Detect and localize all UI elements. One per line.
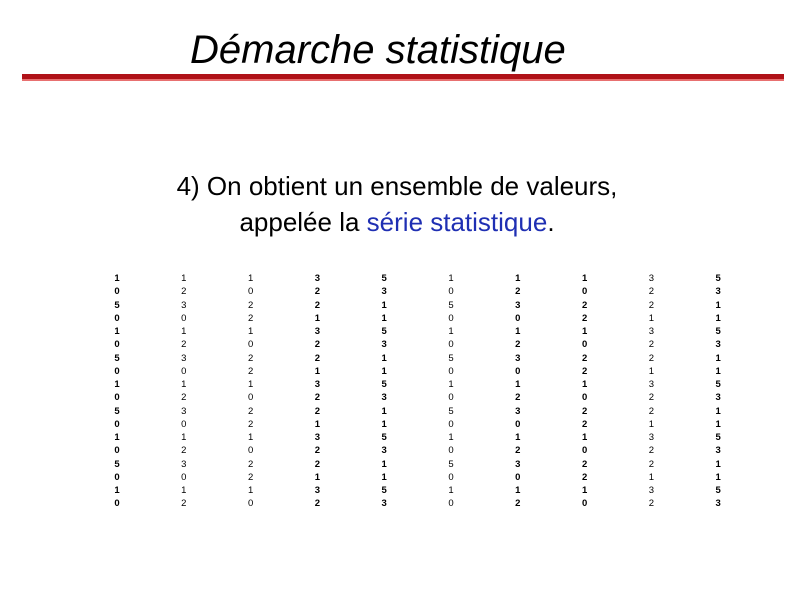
series-value: 1 — [515, 485, 521, 496]
series-value: 2 — [581, 352, 588, 364]
series-value: 5 — [715, 432, 721, 443]
series-value: 2 — [247, 418, 254, 430]
series-value: 3 — [648, 273, 655, 284]
series-value: 1 — [314, 418, 321, 430]
series-value: 0 — [114, 365, 120, 377]
series-value: 2 — [648, 445, 655, 457]
series-value: 2 — [648, 352, 655, 364]
series-value: 2 — [581, 365, 588, 377]
series-value: 1 — [715, 312, 721, 324]
series-value: 1 — [247, 432, 254, 443]
slide-title: Démarche statistique — [190, 28, 566, 72]
series-value: 2 — [581, 458, 588, 470]
series-value: 5 — [381, 273, 387, 284]
subtitle — [0, 168, 794, 240]
series-value: 1 — [114, 485, 120, 496]
series-value: 0 — [114, 392, 120, 404]
series-value: 2 — [648, 299, 655, 311]
series-value: 0 — [114, 312, 120, 324]
series-value: 0 — [581, 445, 588, 457]
series-value: 2 — [515, 498, 521, 510]
series-value: 1 — [114, 273, 120, 284]
series-value: 2 — [181, 498, 187, 510]
series-value: 0 — [114, 445, 120, 457]
series-value: 3 — [314, 326, 321, 337]
series-value: 0 — [448, 392, 454, 404]
series-value: 1 — [715, 365, 721, 377]
series-value: 2 — [314, 392, 321, 404]
series-value: 1 — [247, 273, 254, 284]
series-value: 0 — [448, 418, 454, 430]
series-value: 3 — [715, 286, 721, 298]
series-value: 2 — [581, 405, 588, 417]
series-value: 2 — [581, 312, 588, 324]
series-value: 5 — [448, 405, 454, 417]
series-value: 2 — [314, 445, 321, 457]
series-value: 1 — [114, 326, 120, 337]
series-value: 3 — [381, 445, 387, 457]
series-column — [705, 272, 731, 511]
series-term: série statistique — [366, 207, 548, 237]
series-value: 5 — [114, 352, 120, 364]
series-value: 1 — [181, 432, 187, 443]
series-value: 0 — [181, 365, 187, 377]
series-value: 1 — [448, 485, 454, 496]
series-value: 3 — [648, 485, 655, 496]
series-value: 0 — [581, 339, 588, 351]
series-value: 5 — [715, 485, 721, 496]
series-value: 1 — [715, 418, 721, 430]
series-value: 1 — [181, 485, 187, 496]
series-value: 0 — [247, 498, 254, 510]
series-value: 2 — [648, 498, 655, 510]
series-value: 0 — [114, 498, 120, 510]
series-value: 0 — [448, 286, 454, 298]
series-value: 1 — [114, 432, 120, 443]
series-table — [104, 272, 734, 522]
series-value: 1 — [314, 471, 321, 483]
series-value: 1 — [581, 326, 588, 337]
series-value: 1 — [715, 405, 721, 417]
series-value: 5 — [114, 299, 120, 311]
series-value: 1 — [515, 326, 521, 337]
series-value: 2 — [181, 339, 187, 351]
series-value: 2 — [247, 405, 254, 417]
series-value: 3 — [715, 445, 721, 457]
series-value: 1 — [381, 365, 387, 377]
series-value: 2 — [648, 286, 655, 298]
series-value: 3 — [515, 299, 521, 311]
series-value: 0 — [448, 365, 454, 377]
series-value: 2 — [181, 392, 187, 404]
series-column — [304, 272, 330, 511]
series-value: 3 — [715, 339, 721, 351]
series-value: 0 — [247, 445, 254, 457]
series-value: 5 — [715, 326, 721, 337]
title-rule-shadow — [22, 79, 784, 81]
series-value: 0 — [181, 312, 187, 324]
series-value: 1 — [381, 352, 387, 364]
series-value: 0 — [247, 392, 254, 404]
series-value: 1 — [581, 432, 588, 443]
series-value: 2 — [181, 445, 187, 457]
series-value: 1 — [181, 379, 187, 390]
series-value: 2 — [247, 299, 254, 311]
series-value: 1 — [648, 471, 655, 483]
series-value: 0 — [581, 286, 588, 298]
series-value: 2 — [648, 405, 655, 417]
series-value: 3 — [381, 339, 387, 351]
series-value: 1 — [247, 326, 254, 337]
series-value: 2 — [581, 299, 588, 311]
series-value: 1 — [581, 379, 588, 390]
series-value: 3 — [648, 379, 655, 390]
series-value: 3 — [181, 299, 187, 311]
series-value: 3 — [181, 352, 187, 364]
series-value: 1 — [581, 273, 588, 284]
series-value: 1 — [114, 379, 120, 390]
series-value: 1 — [515, 432, 521, 443]
series-value: 0 — [448, 498, 454, 510]
series-value: 2 — [181, 286, 187, 298]
series-value: 3 — [314, 485, 321, 496]
series-value: 1 — [648, 365, 655, 377]
series-value: 1 — [381, 418, 387, 430]
series-value: 2 — [648, 339, 655, 351]
series-value: 0 — [247, 339, 254, 351]
series-column — [572, 272, 598, 511]
series-value: 1 — [181, 326, 187, 337]
series-value: 2 — [648, 458, 655, 470]
series-value: 1 — [515, 273, 521, 284]
series-value: 0 — [448, 445, 454, 457]
series-value: 3 — [381, 498, 387, 510]
series-value: 0 — [581, 392, 588, 404]
series-value: 2 — [314, 405, 321, 417]
series-value: 2 — [581, 418, 588, 430]
series-value: 3 — [314, 273, 321, 284]
series-value: 1 — [381, 405, 387, 417]
series-value: 5 — [715, 273, 721, 284]
series-value: 1 — [448, 326, 454, 337]
series-value: 1 — [648, 312, 655, 324]
series-value: 3 — [715, 498, 721, 510]
subtitle-prefix: appelée la — [239, 207, 367, 237]
series-value: 1 — [448, 432, 454, 443]
series-value: 5 — [114, 458, 120, 470]
series-value: 0 — [448, 471, 454, 483]
subtitle-line-1: 4) On obtient un ensemble de valeurs, — [176, 171, 618, 201]
series-value: 3 — [648, 432, 655, 443]
series-value: 0 — [247, 286, 254, 298]
series-value: 1 — [247, 379, 254, 390]
series-value: 1 — [448, 273, 454, 284]
series-value: 1 — [648, 418, 655, 430]
series-value: 2 — [314, 458, 321, 470]
series-value: 0 — [181, 418, 187, 430]
subtitle-line-2 — [0, 204, 794, 240]
series-value: 0 — [448, 312, 454, 324]
series-value: 3 — [314, 432, 321, 443]
series-value: 3 — [648, 326, 655, 337]
series-value: 0 — [515, 312, 521, 324]
series-value: 1 — [247, 485, 254, 496]
series-column — [238, 272, 264, 511]
series-value: 2 — [314, 352, 321, 364]
series-value: 0 — [114, 418, 120, 430]
series-column — [438, 272, 464, 511]
series-value: 0 — [515, 418, 521, 430]
series-value: 1 — [314, 312, 321, 324]
series-value: 1 — [381, 471, 387, 483]
series-value: 2 — [314, 299, 321, 311]
series-column — [371, 272, 397, 511]
series-value: 0 — [114, 286, 120, 298]
series-value: 0 — [448, 339, 454, 351]
series-value: 1 — [381, 312, 387, 324]
series-column — [505, 272, 531, 511]
series-value: 1 — [715, 471, 721, 483]
series-value: 2 — [314, 339, 321, 351]
series-value: 5 — [381, 326, 387, 337]
series-value: 5 — [381, 485, 387, 496]
series-value: 5 — [114, 405, 120, 417]
series-value: 2 — [515, 445, 521, 457]
series-value: 1 — [448, 379, 454, 390]
series-value: 1 — [581, 485, 588, 496]
series-value: 0 — [581, 498, 588, 510]
series-value: 1 — [515, 379, 521, 390]
series-value: 2 — [247, 458, 254, 470]
series-value: 1 — [715, 458, 721, 470]
series-value: 1 — [381, 458, 387, 470]
series-value: 3 — [314, 379, 321, 390]
series-value: 1 — [715, 299, 721, 311]
series-value: 2 — [247, 352, 254, 364]
series-value: 2 — [581, 471, 588, 483]
series-value: 2 — [247, 365, 254, 377]
series-value: 3 — [515, 458, 521, 470]
series-column — [638, 272, 664, 511]
series-value: 1 — [381, 299, 387, 311]
series-value: 5 — [381, 432, 387, 443]
series-value: 2 — [247, 471, 254, 483]
series-value: 5 — [715, 379, 721, 390]
series-value: 0 — [515, 471, 521, 483]
series-value: 1 — [715, 352, 721, 364]
series-value: 2 — [515, 286, 521, 298]
series-value: 3 — [715, 392, 721, 404]
series-value: 3 — [181, 458, 187, 470]
subtitle-suffix: . — [547, 207, 555, 237]
series-value: 3 — [515, 352, 521, 364]
series-value: 0 — [181, 471, 187, 483]
series-value: 1 — [181, 273, 187, 284]
series-value: 0 — [114, 471, 120, 483]
series-value: 1 — [314, 365, 321, 377]
series-value: 2 — [515, 392, 521, 404]
series-value: 0 — [114, 339, 120, 351]
series-column — [104, 272, 130, 511]
series-value: 5 — [448, 458, 454, 470]
series-value: 2 — [314, 498, 321, 510]
series-value: 2 — [648, 392, 655, 404]
series-value: 3 — [381, 392, 387, 404]
series-column — [171, 272, 197, 511]
series-value: 5 — [381, 379, 387, 390]
series-value: 3 — [181, 405, 187, 417]
series-value: 3 — [381, 286, 387, 298]
series-value: 5 — [448, 352, 454, 364]
series-value: 2 — [247, 312, 254, 324]
series-value: 5 — [448, 299, 454, 311]
series-value: 2 — [515, 339, 521, 351]
series-value: 2 — [314, 286, 321, 298]
series-value: 3 — [515, 405, 521, 417]
series-value: 0 — [515, 365, 521, 377]
